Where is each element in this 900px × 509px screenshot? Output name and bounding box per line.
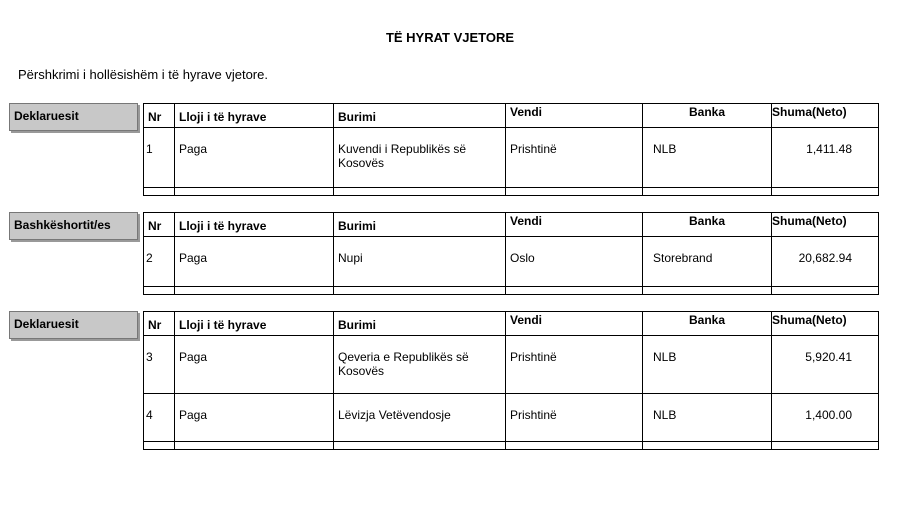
cell-banka: NLB	[643, 394, 772, 442]
header-banka: Banka	[643, 104, 772, 128]
cell-vendi: Prishtinë	[506, 394, 643, 442]
header-burimi: Burimi	[334, 213, 506, 237]
header-vendi: Vendi	[506, 213, 643, 237]
cell-nr: 2	[144, 237, 175, 287]
role-label: Bashkëshortit/es	[9, 212, 138, 240]
role-label: Deklaruesit	[9, 103, 138, 131]
table-row	[144, 237, 879, 287]
table-header-row	[144, 312, 879, 336]
cell-shuma: 20,682.94	[772, 237, 879, 287]
income-table	[143, 212, 879, 295]
table-footer-row	[144, 188, 879, 196]
cell-vendi: Prishtinë	[506, 336, 643, 394]
header-nr: Nr	[144, 312, 175, 336]
intro-text: Përshkrimi i hollësishëm i të hyrave vjetore.	[18, 67, 268, 82]
cell-banka: NLB	[643, 128, 772, 188]
header-shuma: Shuma(Neto)	[772, 104, 879, 128]
table-row	[144, 336, 879, 394]
header-vendi: Vendi	[506, 312, 643, 336]
table-row	[144, 128, 879, 188]
cell-lloji: Paga	[175, 394, 334, 442]
cell-burimi: Kuvendi i Republikës së Kosovës	[334, 128, 506, 188]
cell-banka: Storebrand	[643, 237, 772, 287]
income-table	[143, 311, 879, 450]
header-lloji: Lloji i të hyrave	[175, 312, 334, 336]
header-nr: Nr	[144, 213, 175, 237]
header-shuma: Shuma(Neto)	[772, 312, 879, 336]
table-footer-row	[144, 287, 879, 295]
cell-burimi: Nupi	[334, 237, 506, 287]
cell-nr: 1	[144, 128, 175, 188]
cell-burimi: Lëvizja Vetëvendosje	[334, 394, 506, 442]
income-table	[143, 103, 879, 196]
header-banka: Banka	[643, 213, 772, 237]
header-burimi: Burimi	[334, 312, 506, 336]
page-title: TË HYRAT VJETORE	[385, 30, 515, 45]
cell-nr: 3	[144, 336, 175, 394]
role-label: Deklaruesit	[9, 311, 138, 339]
table-header-row	[144, 213, 879, 237]
header-vendi: Vendi	[506, 104, 643, 128]
cell-lloji: Paga	[175, 336, 334, 394]
cell-shuma: 1,411.48	[772, 128, 879, 188]
header-shuma: Shuma(Neto)	[772, 213, 879, 237]
table-row	[144, 394, 879, 442]
cell-lloji: Paga	[175, 128, 334, 188]
header-burimi: Burimi	[334, 104, 506, 128]
header-lloji: Lloji i të hyrave	[175, 213, 334, 237]
cell-banka: NLB	[643, 336, 772, 394]
header-banka: Banka	[643, 312, 772, 336]
cell-shuma: 1,400.00	[772, 394, 879, 442]
header-lloji: Lloji i të hyrave	[175, 104, 334, 128]
cell-nr: 4	[144, 394, 175, 442]
table-header-row	[144, 104, 879, 128]
cell-shuma: 5,920.41	[772, 336, 879, 394]
cell-lloji: Paga	[175, 237, 334, 287]
table-footer-row	[144, 442, 879, 450]
header-nr: Nr	[144, 104, 175, 128]
cell-vendi: Oslo	[506, 237, 643, 287]
cell-burimi: Qeveria e Republikës së Kosovës	[334, 336, 506, 394]
cell-vendi: Prishtinë	[506, 128, 643, 188]
